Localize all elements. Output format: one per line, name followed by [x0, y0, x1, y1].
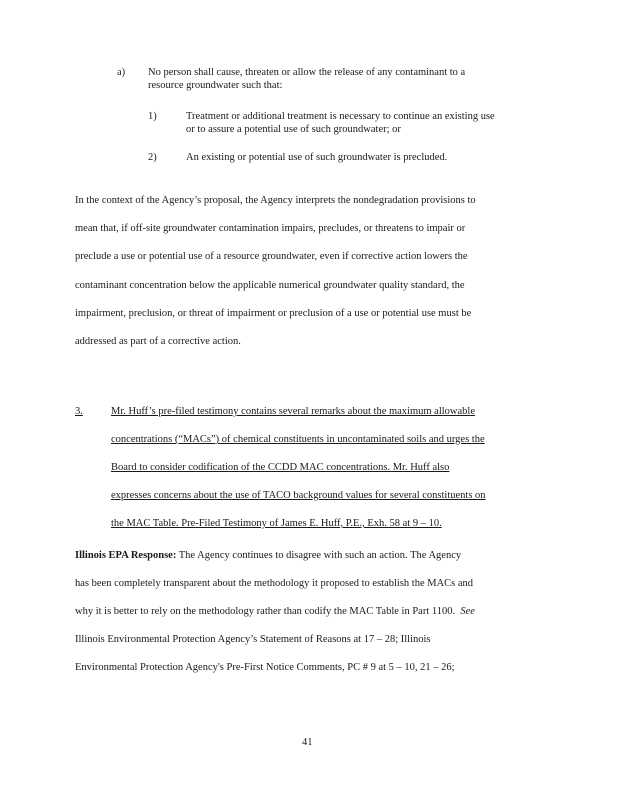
response-text: The Agency continues to disagree with such an action. The Agency [176, 550, 462, 561]
clause-marker: a) [117, 67, 126, 78]
clause-line-1: No person shall cause, threaten or allow the release of any contaminant to a [148, 67, 466, 78]
clause-item-number: 2) [148, 152, 157, 163]
response-line: Environmental Protection Agency's Pre-First Notice Comments, PC # 9 at 5 – 10, 21 – 26; [75, 662, 455, 673]
paragraph-line: addressed as part of a corrective action. [75, 336, 241, 347]
response-line [75, 605, 475, 618]
response-text: why it is better to rely on the methodology rather than codify the MAC Table in Part 1100. [75, 606, 456, 617]
item-3-line: concentrations (“MACs”) of chemical constituents in uncontaminated soils and urges the [111, 434, 485, 445]
item-3-line: Mr. Huff’s pre-filed testimony contains several remarks about the maximum allowable [111, 406, 475, 417]
paragraph-line: In the context of the Agency’s proposal, the Agency interprets the nondegradation provisions to [75, 195, 476, 206]
item-3-line: Board to consider codification of the CCDD MAC concentrations. Mr. Huff also [111, 462, 450, 473]
response-line: has been completely transparent about the methodology it proposed to establish the MACs and [75, 578, 474, 589]
clause-line-2: resource groundwater such that: [148, 80, 283, 91]
item-3-line: expresses concerns about the use of TACO background values for several constituents on [111, 490, 486, 501]
response-first-line [75, 549, 461, 562]
response-label: Illinois EPA Response: [75, 550, 177, 561]
see-signal: See [460, 606, 475, 617]
item-3-line: the MAC Table. Pre-Filed Testimony of James E. Huff, P.E., Exh. 58 at 9 – 10. [111, 518, 442, 529]
clause-item-line: Treatment or additional treatment is necessary to continue an existing use [186, 111, 495, 122]
page-number: 41 [302, 737, 313, 748]
response-line: Illinois Environmental Protection Agency’s Statement of Reasons at 17 – 28; Illinois [75, 634, 431, 645]
paragraph-line: preclude a use or potential use of a resource groundwater, even if corrective action lowers the [75, 251, 468, 262]
paragraph-line: contaminant concentration below the applicable numerical groundwater quality standard, the [75, 280, 465, 291]
clause-item-number: 1) [148, 111, 157, 122]
paragraph-line: impairment, preclusion, or threat of impairment or preclusion of a use or potential use must be [75, 308, 472, 319]
clause-item-line: An existing or potential use of such groundwater is precluded. [186, 152, 448, 163]
paragraph-line: mean that, if off-site groundwater contamination impairs, precludes, or threatens to impair or [75, 223, 466, 234]
clause-item-line: or to assure a potential use of such groundwater; or [186, 124, 401, 135]
item-3-number: 3. [75, 406, 83, 417]
